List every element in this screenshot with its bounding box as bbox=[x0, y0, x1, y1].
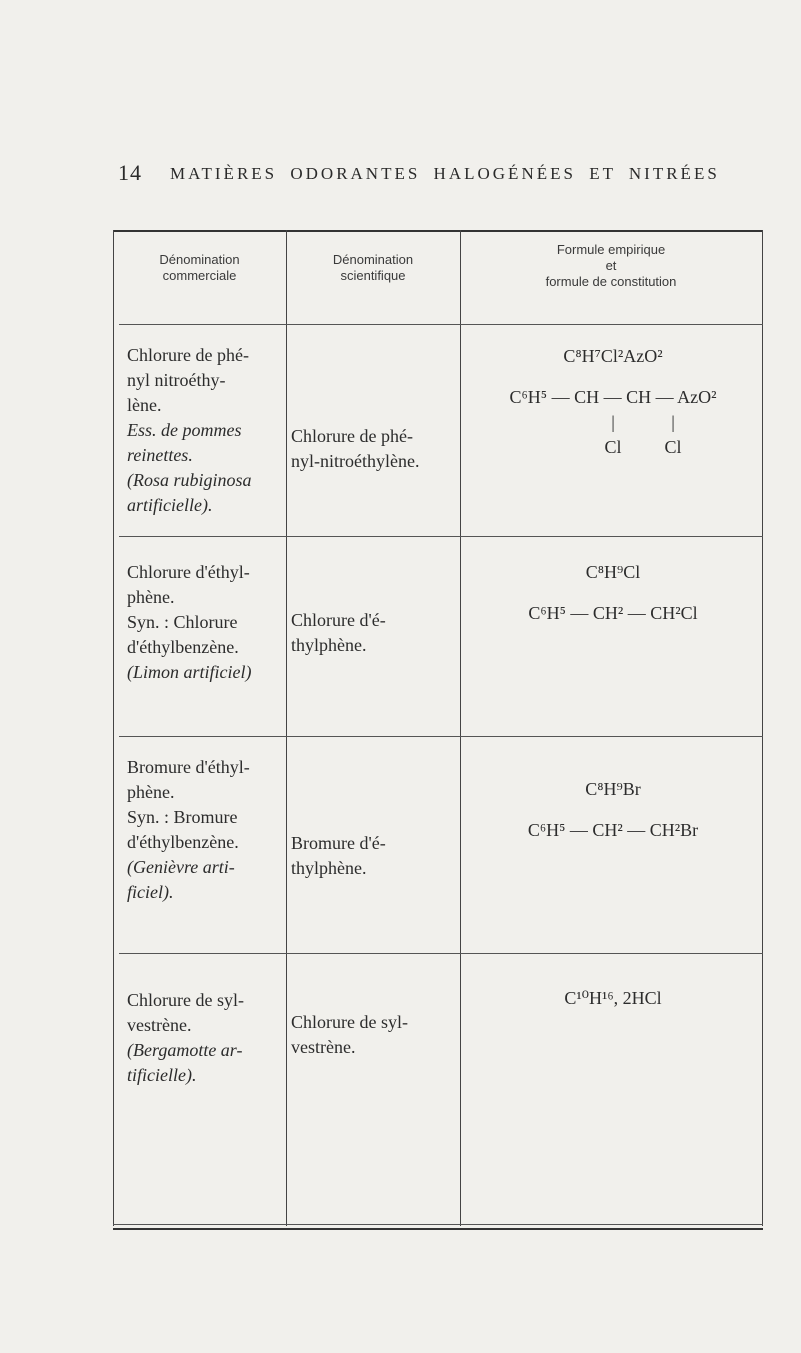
table-bottom-rule bbox=[113, 1224, 763, 1225]
compound-table bbox=[113, 230, 763, 1230]
row-rule bbox=[119, 736, 763, 737]
column-header-commercial: Dénomination commerciale bbox=[159, 252, 240, 283]
formula-cell bbox=[463, 560, 763, 626]
structural-formula: C⁶H⁵ — CH² — CH²Cl bbox=[528, 603, 698, 623]
empirical-formula: C⁸H⁷Cl²AzO² bbox=[563, 346, 663, 366]
formula-cell bbox=[463, 777, 763, 843]
empirical-formula: C⁸H⁹Cl bbox=[585, 562, 641, 582]
page-number: 14 bbox=[118, 160, 142, 185]
commercial-name-cell: Bromure d'éthyl- phène. Syn. : Bromure d'éthylbenzène. (Genièvre arti- ficiel). bbox=[127, 757, 250, 902]
substituents bbox=[463, 410, 763, 460]
column-divider bbox=[460, 230, 461, 1226]
formula-cell bbox=[463, 986, 763, 1011]
scientific-name-cell: Chlorure d'é- thylphène. bbox=[291, 610, 386, 655]
page-header bbox=[0, 160, 801, 190]
commercial-name-cell: Chlorure d'éthyl- phène. Syn. : Chlorure d'éthylbenzène. (Limon artificiel) bbox=[127, 562, 252, 682]
commercial-name-cell: Chlorure de phé- nyl nitroéthy- lène. Ess. de pommes reinettes. (Rosa rubiginosa artificielle). bbox=[127, 345, 252, 515]
bond-line: | bbox=[671, 412, 675, 432]
row-rule bbox=[119, 953, 763, 954]
commercial-name-cell: Chlorure de syl- vestrène. (Bergamotte ar- tificielle). bbox=[127, 990, 244, 1085]
substituent: Cl bbox=[664, 437, 682, 457]
structural-formula: C⁶H⁵ — CH — CH — AzO² bbox=[509, 387, 717, 407]
formula-cell bbox=[463, 344, 763, 460]
header-rule bbox=[119, 324, 763, 325]
scientific-name-cell: Chlorure de syl- vestrène. bbox=[291, 1012, 408, 1057]
structural-formula: C⁶H⁵ — CH² — CH²Br bbox=[527, 820, 699, 840]
table-bottom-rule bbox=[113, 1228, 763, 1230]
column-header-scientific: Dénomination scientifique bbox=[332, 252, 414, 283]
table-top-rule bbox=[113, 230, 763, 232]
column-header-formula: Formule empirique et formule de constitution bbox=[545, 242, 677, 289]
table-left-border bbox=[113, 230, 114, 1226]
empirical-formula: C⁸H⁹Br bbox=[585, 779, 641, 799]
substituent: Cl bbox=[604, 437, 622, 457]
row-rule bbox=[119, 536, 763, 537]
scientific-name-cell: Chlorure de phé- nyl-nitroéthylène. bbox=[291, 426, 420, 471]
running-title: MATIÈRES ODORANTES HALOGÉNÉES ET NITRÉES bbox=[170, 164, 720, 183]
scientific-name-cell: Bromure d'é- thylphène. bbox=[291, 833, 386, 878]
bond-line: | bbox=[611, 412, 615, 432]
empirical-formula: C¹⁰H¹⁶, 2HCl bbox=[564, 988, 662, 1008]
